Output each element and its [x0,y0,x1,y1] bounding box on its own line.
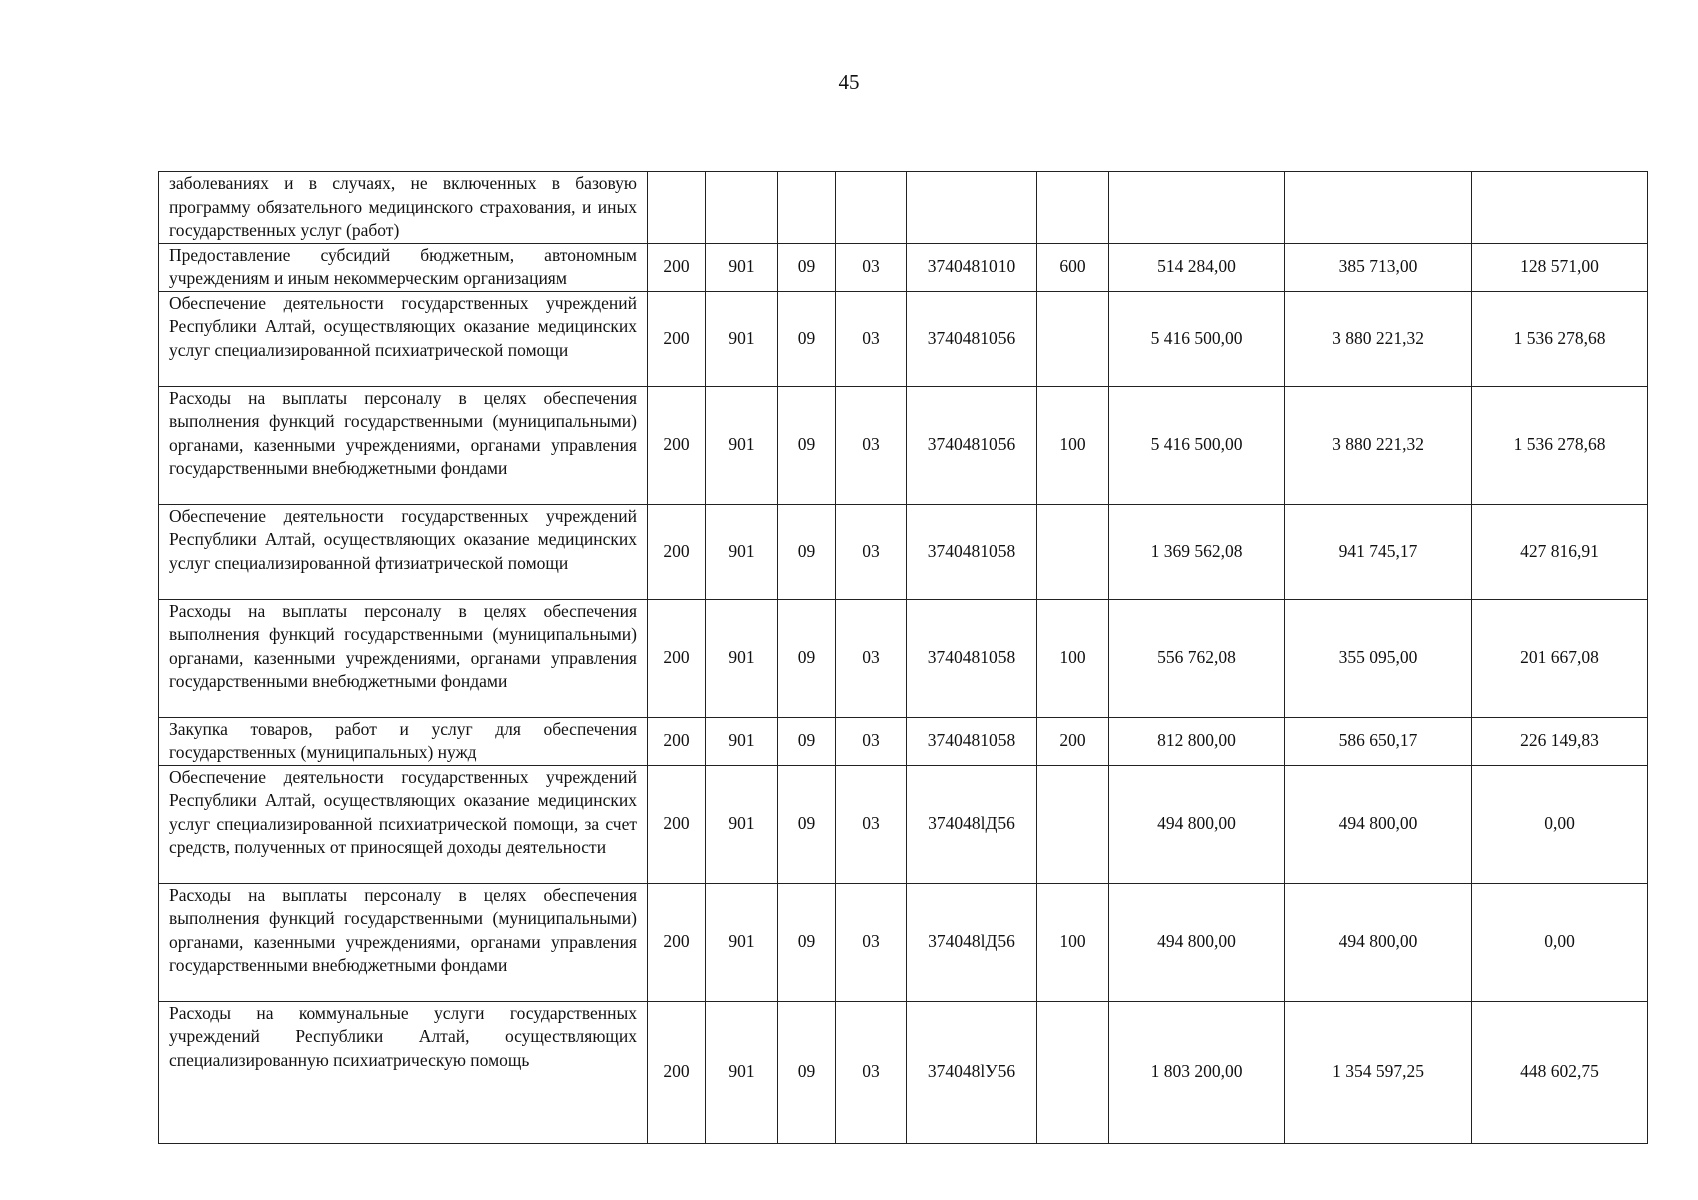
cell-admin-code: 200 [648,243,706,291]
cell-amount-remaining: 128 571,00 [1472,243,1648,291]
cell-target-article: 3740481058 [907,599,1037,717]
cell-amount-plan: 494 800,00 [1109,765,1285,883]
cell-expense-type: 100 [1037,599,1109,717]
cell-ministry-code: 901 [706,765,778,883]
budget-table [158,171,1648,1144]
cell-section: 09 [778,1001,836,1143]
cell-section: 09 [778,291,836,386]
cell-expense-type [1037,172,1109,244]
cell-admin-code: 200 [648,386,706,504]
cell-amount-remaining: 427 816,91 [1472,504,1648,599]
cell-amount-remaining [1472,172,1648,244]
cell-target-article: 3740481058 [907,717,1037,765]
cell-amount-plan: 1 803 200,00 [1109,1001,1285,1143]
cell-amount-plan: 556 762,08 [1109,599,1285,717]
cell-target-article: 3740481056 [907,386,1037,504]
row-description: Предоставление субсидий бюджетным, автономным учреждениям и иным некоммерческим организациям [159,243,648,291]
cell-subsection: 03 [836,386,907,504]
cell-section: 09 [778,599,836,717]
cell-amount-plan: 5 416 500,00 [1109,386,1285,504]
cell-amount-executed: 385 713,00 [1285,243,1472,291]
cell-ministry-code: 901 [706,883,778,1001]
table-row [159,883,1648,1001]
cell-expense-type [1037,504,1109,599]
cell-amount-remaining: 226 149,83 [1472,717,1648,765]
cell-expense-type: 200 [1037,717,1109,765]
row-description: Расходы на выплаты персоналу в целях обеспечения выполнения функций государственными (муниципальными) органами, казенными учреждениями, органами управления государственными внебюджетными фондами [159,599,648,717]
cell-amount-plan: 5 416 500,00 [1109,291,1285,386]
cell-expense-type [1037,291,1109,386]
cell-amount-executed: 941 745,17 [1285,504,1472,599]
table-row [159,172,1648,244]
cell-ministry-code: 901 [706,504,778,599]
cell-subsection: 03 [836,717,907,765]
row-description: Расходы на выплаты персоналу в целях обеспечения выполнения функций государственными (муниципальными) органами, казенными учреждениями, органами управления государственными внебюджетными фондами [159,883,648,1001]
cell-amount-executed: 3 880 221,32 [1285,291,1472,386]
cell-ministry-code: 901 [706,291,778,386]
cell-section: 09 [778,243,836,291]
cell-section: 09 [778,883,836,1001]
cell-amount-remaining: 0,00 [1472,883,1648,1001]
cell-target-article: 374048lУ56 [907,1001,1037,1143]
cell-admin-code: 200 [648,599,706,717]
cell-subsection: 03 [836,1001,907,1143]
row-description: Обеспечение деятельности государственных учреждений Республики Алтай, осуществляющих оказание медицинских услуг специализированной психиатрической помощи [159,291,648,386]
table-row [159,386,1648,504]
cell-admin-code: 200 [648,765,706,883]
cell-amount-plan: 514 284,00 [1109,243,1285,291]
row-description: заболеваниях и в случаях, не включенных в базовую программу обязательного медицинского страхования, и иных государственных услуг (работ) [159,172,648,244]
cell-expense-type [1037,765,1109,883]
cell-amount-remaining: 1 536 278,68 [1472,386,1648,504]
row-description: Закупка товаров, работ и услуг для обеспечения государственных (муниципальных) нужд [159,717,648,765]
cell-target-article: 374048lД56 [907,765,1037,883]
table-row [159,291,1648,386]
cell-admin-code: 200 [648,504,706,599]
cell-expense-type: 100 [1037,386,1109,504]
cell-admin-code: 200 [648,291,706,386]
cell-section: 09 [778,765,836,883]
cell-amount-executed: 494 800,00 [1285,883,1472,1001]
cell-admin-code: 200 [648,1001,706,1143]
cell-subsection: 03 [836,883,907,1001]
cell-ministry-code [706,172,778,244]
row-description: Обеспечение деятельности государственных учреждений Республики Алтай, осуществляющих оказание медицинских услуг специализированной фтизиатрической помощи [159,504,648,599]
cell-target-article: 3740481058 [907,504,1037,599]
cell-target-article: 3740481010 [907,243,1037,291]
cell-target-article [907,172,1037,244]
cell-amount-plan: 812 800,00 [1109,717,1285,765]
cell-admin-code [648,172,706,244]
cell-subsection: 03 [836,765,907,883]
row-description: Обеспечение деятельности государственных учреждений Республики Алтай, осуществляющих оказание медицинских услуг специализированной психиатрической помощи, за счет средств, полученных от приносящей доходы деятельности [159,765,648,883]
cell-amount-plan: 1 369 562,08 [1109,504,1285,599]
table-row [159,599,1648,717]
table-row [159,765,1648,883]
cell-amount-executed: 494 800,00 [1285,765,1472,883]
cell-amount-remaining: 448 602,75 [1472,1001,1648,1143]
cell-amount-executed [1285,172,1472,244]
cell-target-article: 374048lД56 [907,883,1037,1001]
cell-section: 09 [778,717,836,765]
cell-amount-executed: 355 095,00 [1285,599,1472,717]
cell-expense-type [1037,1001,1109,1143]
cell-subsection: 03 [836,291,907,386]
cell-amount-executed: 3 880 221,32 [1285,386,1472,504]
table-row [159,243,1648,291]
cell-admin-code: 200 [648,883,706,1001]
cell-subsection [836,172,907,244]
cell-section: 09 [778,504,836,599]
cell-amount-plan [1109,172,1285,244]
cell-subsection: 03 [836,243,907,291]
cell-expense-type: 600 [1037,243,1109,291]
cell-amount-remaining: 0,00 [1472,765,1648,883]
table-body [159,172,1648,1144]
cell-amount-executed: 1 354 597,25 [1285,1001,1472,1143]
cell-subsection: 03 [836,599,907,717]
cell-section [778,172,836,244]
cell-amount-executed: 586 650,17 [1285,717,1472,765]
cell-ministry-code: 901 [706,1001,778,1143]
cell-subsection: 03 [836,504,907,599]
cell-amount-plan: 494 800,00 [1109,883,1285,1001]
table-row [159,1001,1648,1143]
page-number: 45 [838,70,860,94]
row-description: Расходы на выплаты персоналу в целях обеспечения выполнения функций государственными (муниципальными) органами, казенными учреждениями, органами управления государственными внебюджетными фондами [159,386,648,504]
cell-target-article: 3740481056 [907,291,1037,386]
cell-ministry-code: 901 [706,599,778,717]
cell-admin-code: 200 [648,717,706,765]
cell-ministry-code: 901 [706,243,778,291]
table-row [159,504,1648,599]
cell-amount-remaining: 201 667,08 [1472,599,1648,717]
cell-ministry-code: 901 [706,386,778,504]
cell-amount-remaining: 1 536 278,68 [1472,291,1648,386]
cell-ministry-code: 901 [706,717,778,765]
table-row [159,717,1648,765]
cell-expense-type: 100 [1037,883,1109,1001]
cell-section: 09 [778,386,836,504]
row-description: Расходы на коммунальные услуги государственных учреждений Республики Алтай, осуществляющих специализированную психиатрическую помощь [159,1001,648,1143]
